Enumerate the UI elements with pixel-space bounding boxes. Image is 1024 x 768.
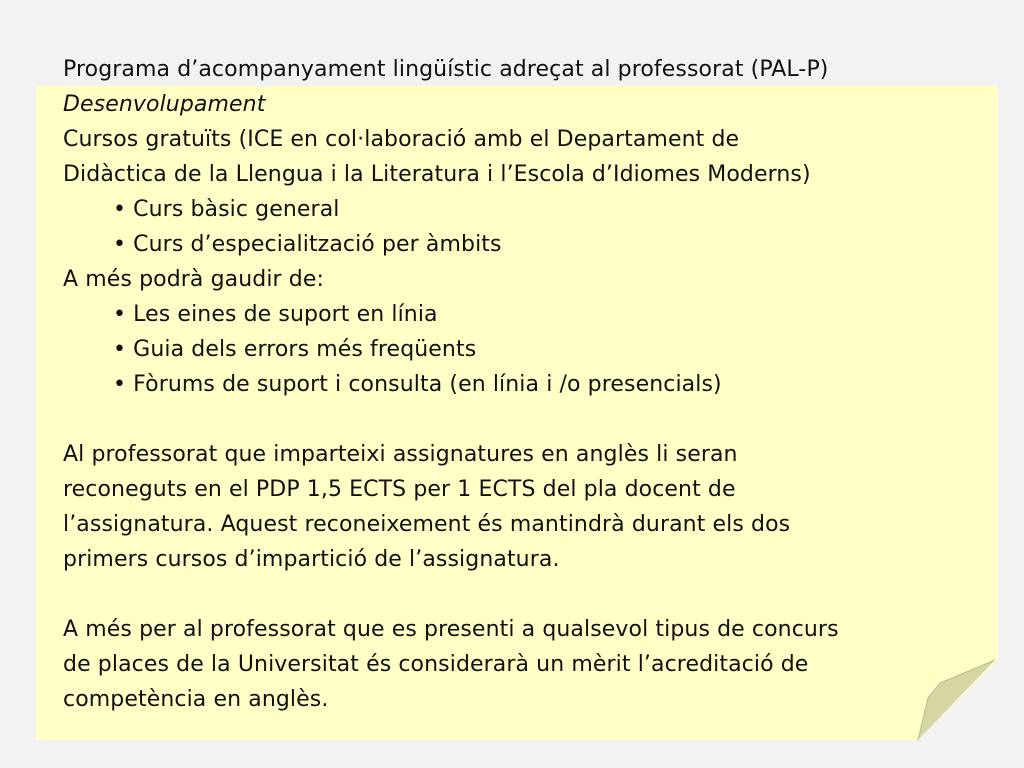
paragraph1-line-2: reconeguts en el PDP 1,5 ECTS per 1 ECTS del pla docent de xyxy=(63,477,736,502)
intro-line-2: Didàctica de la Llengua i la Literatura i l’Escola d’Idiomes Moderns) xyxy=(63,162,811,187)
intro-line-1: Cursos gratuïts (ICE en col·laboració amb el Departament de xyxy=(63,127,740,152)
slide-content xyxy=(63,52,993,717)
paragraph1-line-1: Al professorat que imparteixi assignatures en anglès li seran xyxy=(63,442,738,467)
extras-heading: A més podrà gaudir de: xyxy=(63,267,324,292)
extra-bullet-forums: • Fòrums de suport i consulta (en línia i /o presencials) xyxy=(113,372,722,397)
course-bullet-basic: • Curs bàsic general xyxy=(113,197,340,222)
extra-bullet-error-guide: • Guia dels errors més freqüents xyxy=(113,337,477,362)
slide-subtitle: Desenvolupament xyxy=(63,92,266,117)
paragraph2-line-2: de places de la Universitat és considerarà un mèrit l’acreditació de xyxy=(63,652,809,677)
paragraph1-line-4: primers cursos d’impartició de l’assignatura. xyxy=(63,547,560,572)
paragraph1-line-3: l’assignatura. Aquest reconeixement és mantindrà durant els dos xyxy=(63,512,791,537)
slide-title: Programa d’acompanyament lingüístic adreçat al professorat (PAL-P) xyxy=(63,57,829,82)
course-bullet-specialization: • Curs d’especialització per àmbits xyxy=(113,232,502,257)
paragraph2-line-3: competència en anglès. xyxy=(63,687,329,712)
spacer xyxy=(63,577,993,612)
extra-bullet-online-tools: • Les eines de suport en línia xyxy=(113,302,438,327)
paragraph2-line-1: A més per al professorat que es presenti a qualsevol tipus de concurs xyxy=(63,617,839,642)
spacer xyxy=(63,402,993,437)
